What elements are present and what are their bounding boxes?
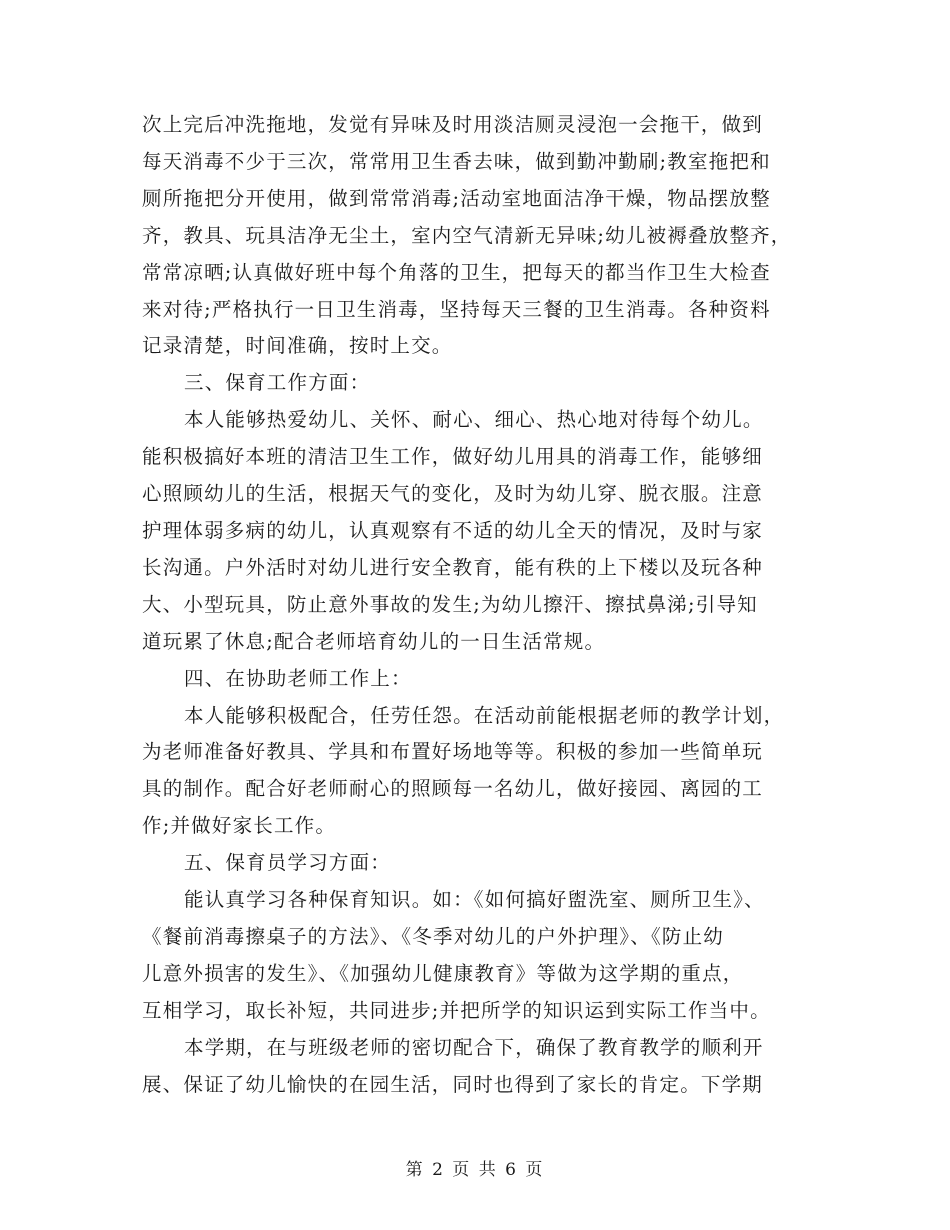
text-line: 为老师准备好教具、学具和布置好场地等等。积极的参加一些简单玩 (142, 740, 764, 764)
text-line: 儿意外损害的发生》、《加强幼儿健康教育》等做为这学期的重点， (142, 961, 744, 985)
text-line: 护理体弱多病的幼儿，认真观察有不适的幼儿全天的情况，及时与家 (142, 518, 764, 542)
text-line: 长沟通。户外活时对幼儿进行安全教育，能有秩的上下楼以及玩各种 (142, 555, 764, 579)
section-heading: 三、保育工作方面： (184, 371, 371, 395)
text-line: 作;并做好家长工作。 (142, 814, 337, 838)
section-heading: 四、在协助老师工作上： (184, 666, 412, 690)
text-line: 互相学习，取长补短，共同进步;并把所学的知识运到实际工作当中。 (142, 998, 771, 1022)
text-line: 本学期，在与班级老师的密切配合下，确保了教育教学的顺利开 (184, 1035, 764, 1059)
text-line: 具的制作。配合好老师耐心的照顾每一名幼儿，做好接园、离园的工 (142, 777, 764, 801)
section-heading: 五、保育员学习方面： (184, 851, 392, 875)
page-number-footer: 第 2 页 共 6 页 (405, 1160, 545, 1180)
text-line: 本人能够热爱幼儿、关怀、耐心、细心、热心地对待每个幼儿。 (184, 408, 764, 432)
text-line: 每天消毒不少于三次，常常用卫生香去味，做到勤冲勤刷;教室拖把和 (142, 149, 771, 173)
text-line: 齐，教具、玩具洁净无尘土，室内空气清新无异味;幼儿被褥叠放整齐， (142, 223, 792, 247)
text-line: 展、保证了幼儿愉快的在园生活，同时也得到了家长的肯定。下学期 (142, 1072, 764, 1096)
text-line: 常常凉晒;认真做好班中每个角落的卫生，把每天的都当作卫生大检查 (142, 260, 771, 284)
text-line: 《餐前消毒擦桌子的方法》、《冬季对幼儿的户外护理》、《防止幼 (142, 924, 725, 948)
body-text (142, 107, 822, 1103)
text-line: 厕所拖把分开使用，做到常常消毒;活动室地面洁净干燥，物品摆放整 (142, 186, 771, 210)
text-line: 来对待;严格执行一日卫生消毒，坚持每天三餐的卫生消毒。各种资料 (142, 297, 771, 321)
text-line: 能认真学习各种保育知识。如：《如何搞好盥洗室、厕所卫生》、 (184, 888, 765, 912)
text-line: 次上完后冲洗拖地，发觉有异味及时用淡洁厕灵浸泡一会拖干，做到 (142, 113, 764, 136)
text-line: 心照顾幼儿的生活，根据天气的变化，及时为幼儿穿、脱衣服。注意 (142, 482, 764, 506)
text-line: 本人能够积极配合，任劳任怨。在活动前能根据老师的教学计划， (184, 703, 785, 727)
text-line: 大、小型玩具，防止意外事故的发生;为幼儿擦汗、擦拭鼻涕;引导知 (142, 592, 758, 616)
text-line: 记录清楚，时间准确，按时上交。 (142, 334, 453, 358)
text-line: 能积极搞好本班的清洁卫生工作，做好幼儿用具的消毒工作，能够细 (142, 445, 764, 469)
text-line: 道玩累了休息;配合老师培育幼儿的一日生活常规。 (142, 629, 606, 653)
